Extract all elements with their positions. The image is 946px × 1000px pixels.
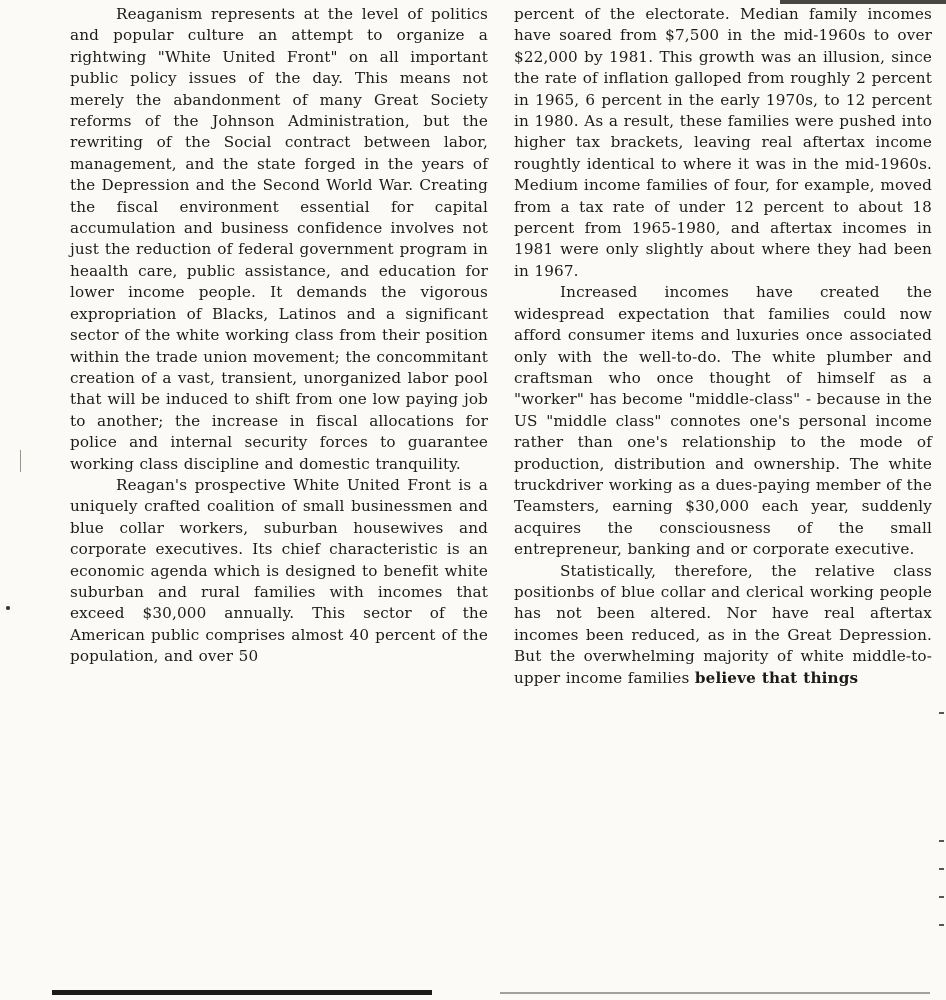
margin-mark	[20, 450, 21, 472]
paragraph-electorate: percent of the electorate. Median family incomes have soared from $7,500 in the mid-1960s to over $22,000 by 1981. This growth was an illusion, since the rate of inflation galloped from roughly 2 percent in 1965, 6 percent in the early 1970s, to 12 percent in 1980. As a result, these families were pushed into higher tax brackets, leaving real aftertax income roughtly identical to where it was in the mid-1960s. Medium income families of four, for example, moved from a tax rate of under 12 percent to about 18 percent from 1965-1980, and aftertax incomes in 1981 were only slightly about where they had been in 1967.	[514, 5, 932, 280]
paragraph-white-united-front: Reagan's prospective White United Front is a uniquely crafted coalition of small businessmen and blue collar workers, suburban housewives and corporate executives. Its chief characteristic is an economic agenda which is designed to benefit white suburban and rural families with incomes that exceed $30,000 annually. This sector of the American public comprises almost 40 percent of the population, and over 50	[70, 475, 488, 666]
paragraph-reaganism: Reaganism represents at the level of politics and popular culture an attempt to organize a rightwing "White United Front" on all important public policy issues of the day. This means not merely the abandonment of many Great Society reforms of the Johnson Administration, but the rewriting of the Social contract between labor, management, and the state forged in the years of the Depression and the Second World War. Creating the fiscal environment essential for capital accumulation and business confidence involves not just the reduction of federal government program in heaalth care, public assistance, and education for lower income people. It demands the vigorous expropriation of Blacks, Latinos and a significant sector of the white working class from their position within the trade union movement; the concommitant creation of a vast, transient, unorganized labor pool that will be induced to shift from one low paying job to another; the increase in fiscal allocations for police and internal security forces to guarantee working class discipline and domestic tranquility.	[70, 5, 488, 473]
paragraph-statistically	[514, 561, 932, 689]
bottom-rule	[52, 990, 432, 995]
left-column	[70, 4, 488, 668]
bold-phrase: believe that things	[694, 668, 859, 687]
statistically-text: Statistically, therefore, the relative class positionbs of blue collar and clerical working people has not been altered. Nor have real aftertax incomes been reduced, as in the Great Depression. But the overwhelming majority of white middle-to-upper income families	[514, 561, 932, 687]
right-edge-marks	[936, 700, 946, 1000]
ink-speck	[6, 606, 10, 610]
right-column	[514, 4, 932, 689]
bottom-rule-thin	[500, 992, 930, 994]
paragraph-increased-incomes: Increased incomes have created the widespread expectation that families could now afford consumer items and luxuries once associated only with the well-to-do. The white plumber and craftsman who once thought of himself as a "worker" has become "middle-class" - because in the US "middle class" connotes one's personal income rather than one's relationship to the mode of production, distribution and ownership. The white truckdriver working as a dues-paying member of the Teamsters, earning $30,000 each year, suddenly acquires the consciousness of the small entrepreneur, banking and or corporate executive.	[514, 283, 932, 559]
